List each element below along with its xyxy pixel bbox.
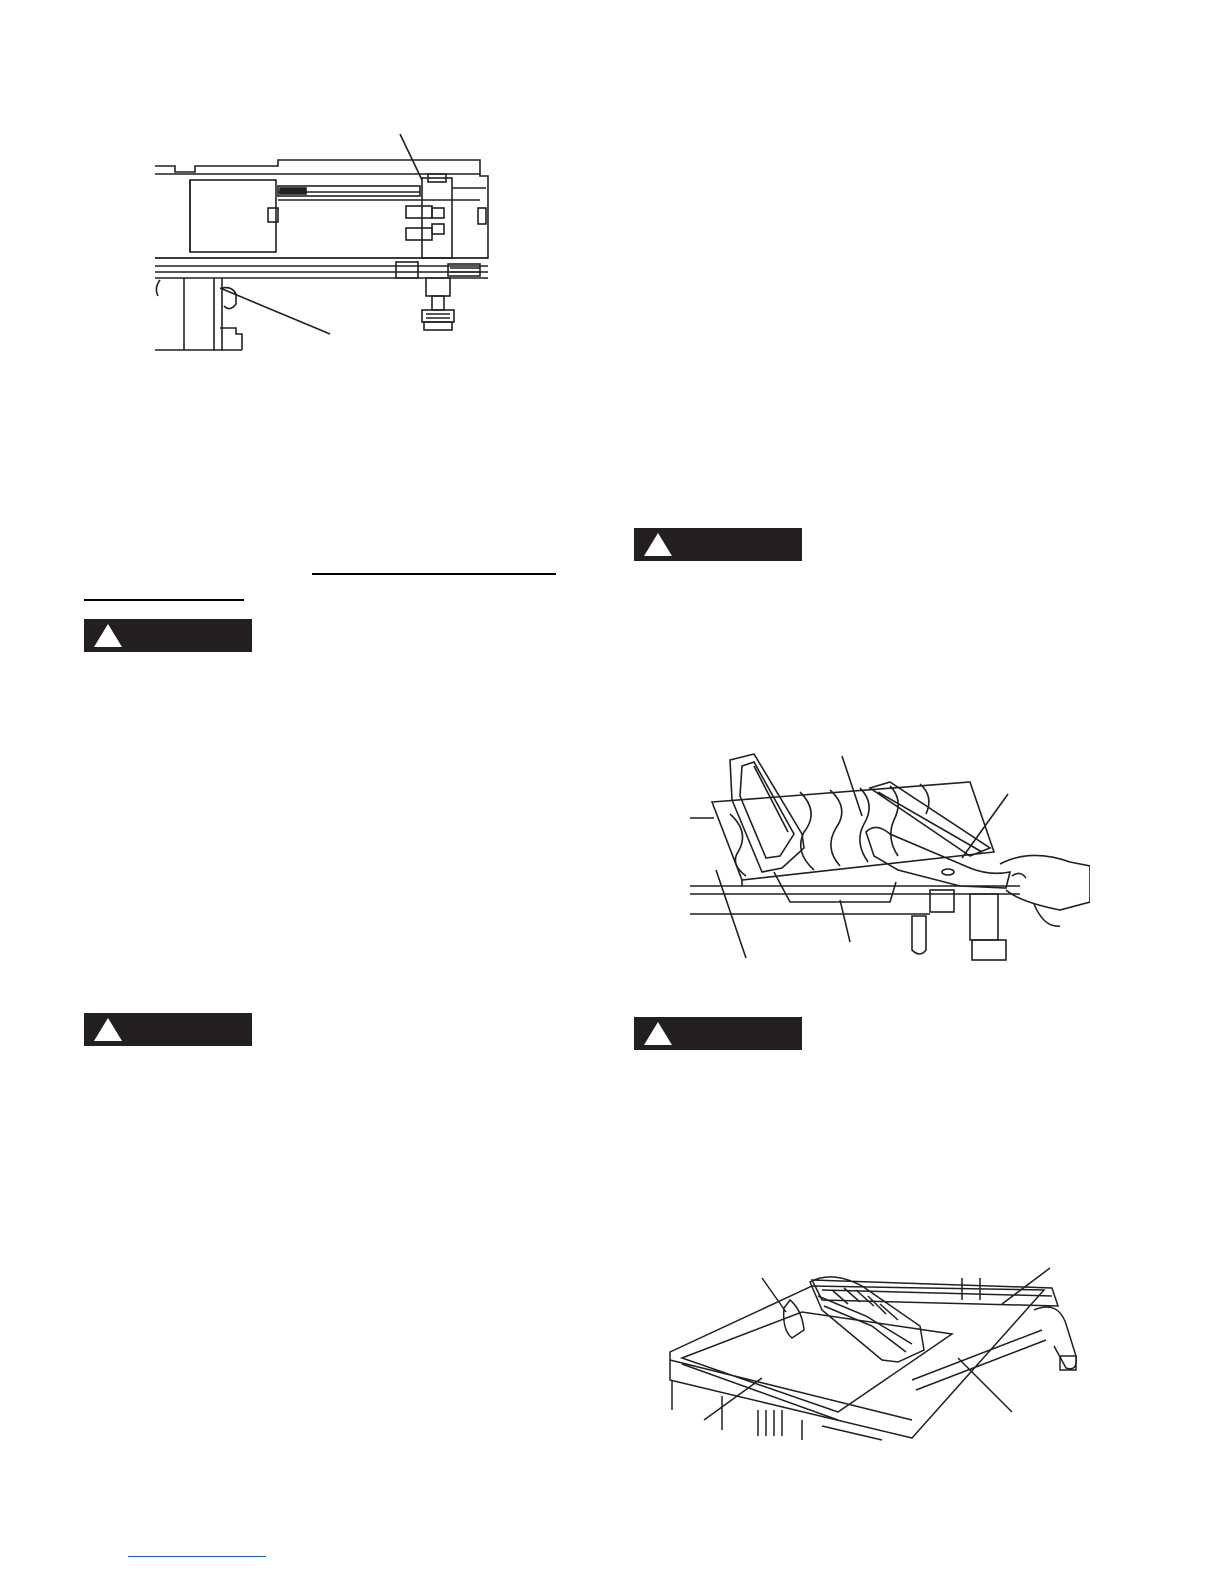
figure-table-saw: [662, 1260, 1092, 1442]
push-stick-drawing: [690, 752, 1090, 964]
warning-triangle-icon: [92, 622, 124, 649]
warning-banner: [634, 1017, 802, 1050]
warning-banner: [634, 528, 802, 561]
warning-banner: [84, 619, 252, 652]
warning-triangle-icon: [642, 1020, 674, 1047]
table-saw-drawing: [662, 1260, 1092, 1442]
fence-rail-drawing: [150, 128, 500, 358]
figure-push-stick: [690, 752, 1090, 964]
underline-rule: [84, 599, 244, 601]
warning-triangle-icon: [642, 531, 674, 558]
underline-rule: [312, 573, 556, 575]
warning-banner: [84, 1013, 252, 1046]
figure-fence-rail: [150, 128, 500, 358]
warning-triangle-icon: [92, 1016, 124, 1043]
link-underline[interactable]: [128, 1556, 266, 1557]
